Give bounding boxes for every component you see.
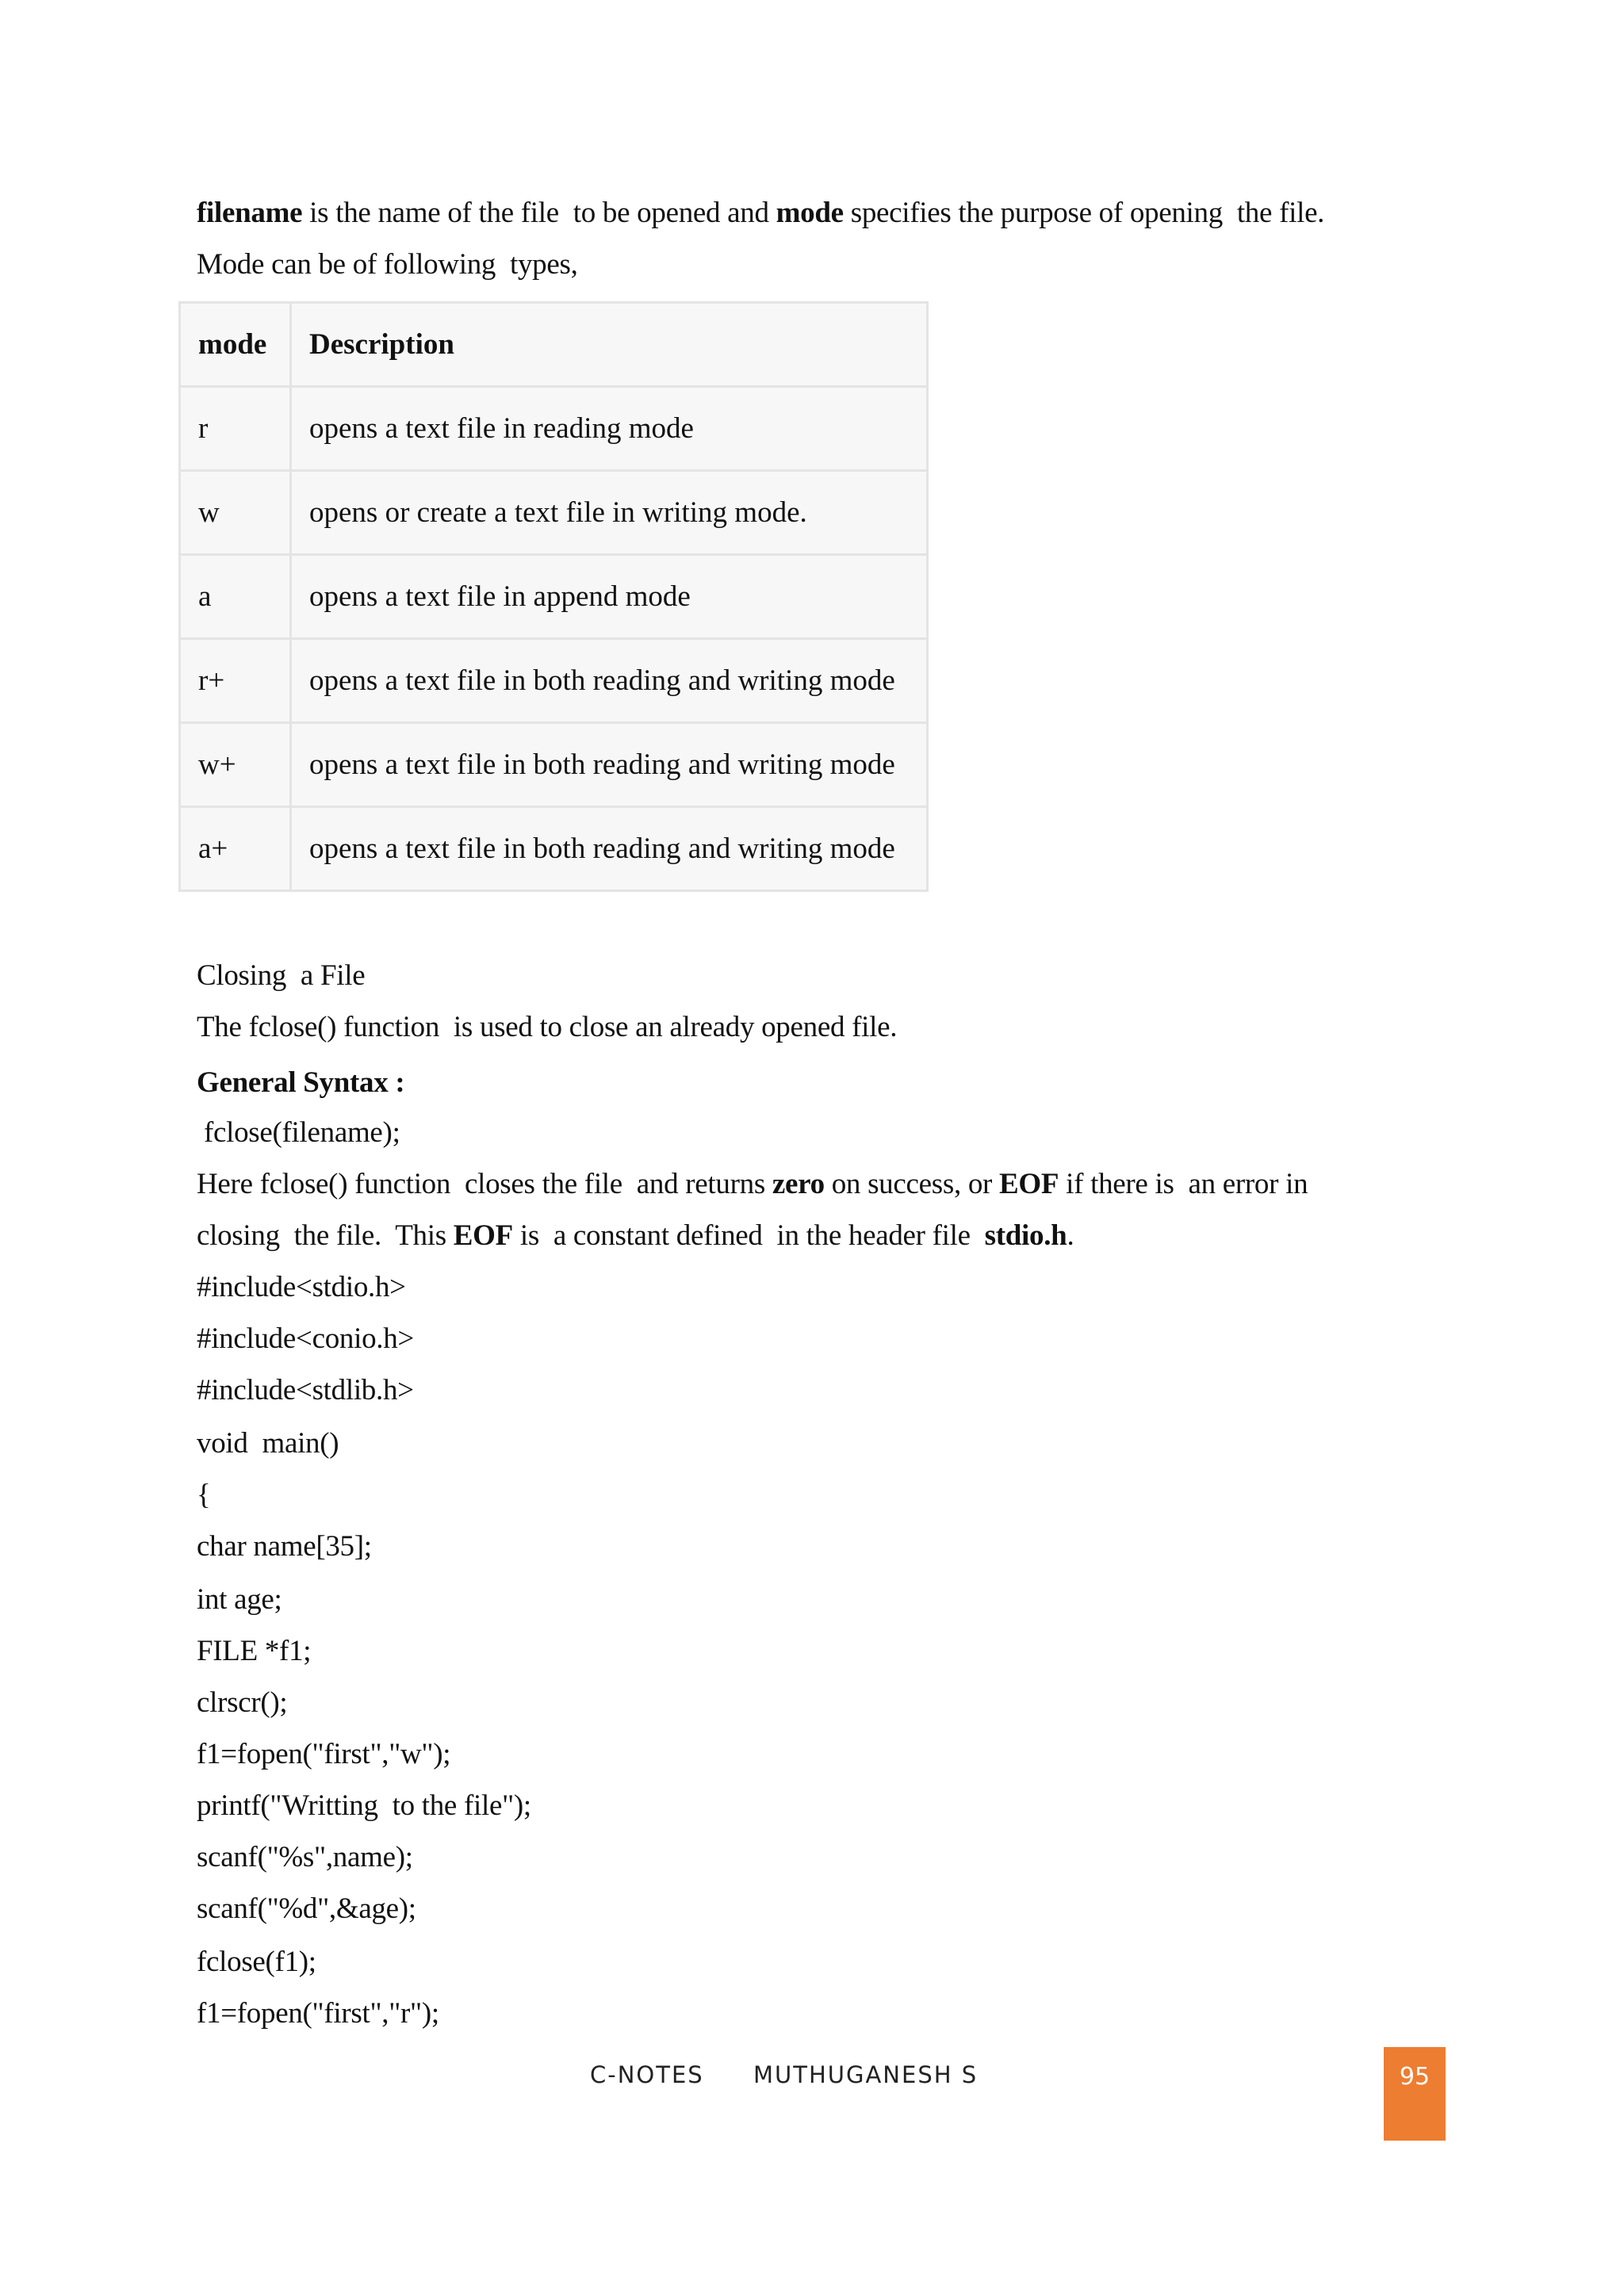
code-line: f1=fopen("first","r"); [197, 1997, 439, 2030]
description-cell: opens a text file in both reading and writing mode [291, 639, 928, 723]
intro-line-2: Mode can be of following types, [197, 248, 578, 281]
table-header-row [180, 303, 928, 387]
code-line: #include<stdlib.h> [197, 1374, 414, 1406]
code-line: printf("Writting to the file"); [197, 1789, 531, 1822]
description-cell: opens a text file in append mode [291, 555, 928, 639]
code-line: #include<conio.h> [197, 1322, 414, 1355]
term-filename: filename [197, 197, 303, 229]
description-cell: opens a text file in reading mode [291, 387, 928, 471]
description-cell: opens or create a text file in writing mode. [291, 471, 928, 555]
mode-cell: a [180, 555, 291, 639]
header-mode: mode [180, 303, 291, 387]
explanation-line-1: Here fclose() function closes the file and returns zero on success, or EOF if there is an error in [197, 1168, 1308, 1200]
mode-cell: w [180, 471, 291, 555]
mode-cell: r+ [180, 639, 291, 723]
mode-cell: a+ [180, 807, 291, 891]
description-cell: opens a text file in both reading and writing mode [291, 723, 928, 807]
code-line: FILE *f1; [197, 1635, 312, 1667]
code-line: int age; [197, 1583, 282, 1616]
closing-description: The fclose() function is used to close an already opened file. [197, 1011, 898, 1043]
header-description: Description [291, 303, 928, 387]
footer-author: MUTHUGANESH S [753, 2061, 979, 2088]
description-cell: opens a text file in both reading and writing mode [291, 807, 928, 891]
explanation-line-2: closing the file. This EOF is a constant defined in the header file stdio.h. [197, 1219, 1074, 1252]
page-number: 95 [1384, 2047, 1446, 2141]
mode-table [178, 301, 929, 892]
table-row [180, 471, 928, 555]
table-row [180, 387, 928, 471]
table-row [180, 639, 928, 723]
code-line: #include<stdio.h> [197, 1271, 406, 1303]
syntax-line: fclose(filename); [197, 1116, 400, 1149]
mode-cell: w+ [180, 723, 291, 807]
code-line: clrscr(); [197, 1686, 288, 1719]
code-line: fclose(f1); [197, 1946, 316, 1978]
syntax-label: General Syntax : [197, 1066, 405, 1099]
footer-title: C-NOTES [590, 2061, 704, 2088]
code-line: scanf("%s",name); [197, 1841, 413, 1873]
intro-line-1: filename is the name of the file to be opened and mode specifies the purpose of opening the file. [197, 197, 1325, 229]
term-mode: mode [776, 197, 844, 229]
code-line: { [197, 1479, 211, 1511]
code-line: f1=fopen("first","w"); [197, 1738, 451, 1770]
mode-cell: r [180, 387, 291, 471]
code-line: char name[35]; [197, 1530, 372, 1563]
section-heading: Closing a File [197, 959, 366, 992]
table-row [180, 723, 928, 807]
code-line: scanf("%d",&age); [197, 1892, 416, 1925]
table-row [180, 807, 928, 891]
table-row [180, 555, 928, 639]
code-line: void main() [197, 1427, 339, 1460]
